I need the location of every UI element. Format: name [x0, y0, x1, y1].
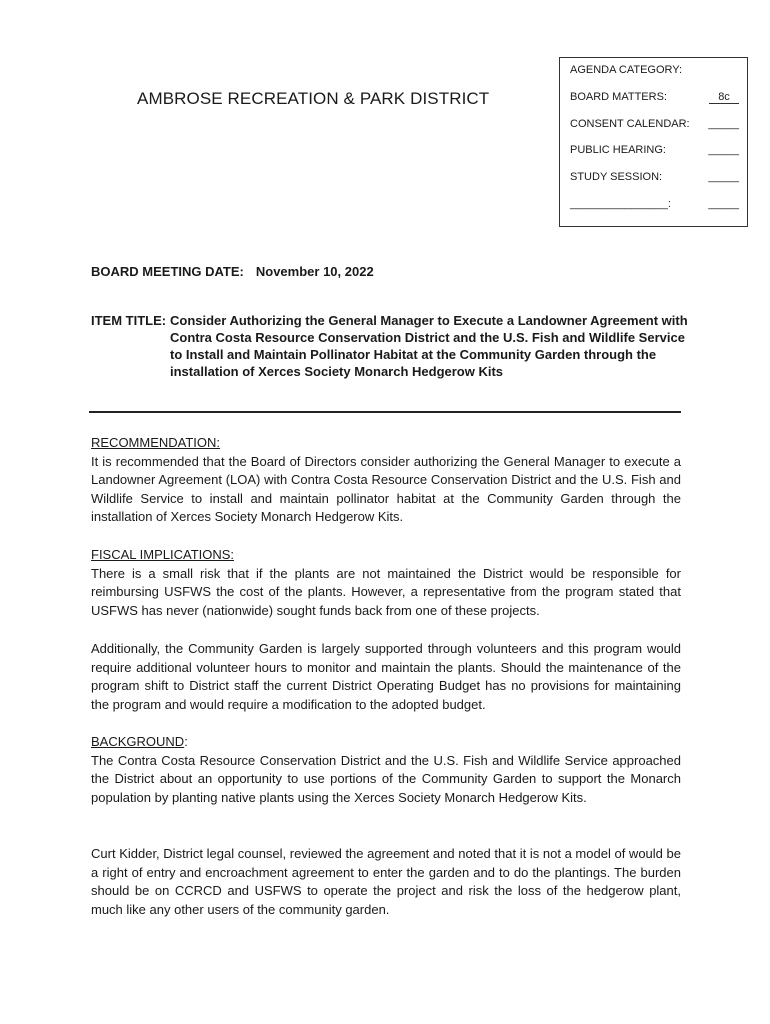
- background-heading-colon: :: [184, 734, 188, 749]
- agenda-row-value: _____: [708, 144, 739, 156]
- fiscal-additional-section: [91, 640, 681, 714]
- fiscal-paragraph: There is a small risk that if the plants are not maintained the District would be responsible for reimbursing USFWS the cost of the plants. However, a representative from the program stated that USFWS has never (nationwide) sought funds back from one of these projects.: [91, 565, 681, 618]
- recommendation-section: [91, 434, 681, 527]
- agenda-row-value: _____: [708, 171, 739, 183]
- agenda-row-value: _____: [708, 118, 739, 130]
- item-title-text: Consider Authorizing the General Manager to Execute a Landowner Agreement with Contra Costa Resource Conservation District and the U.S. Fish and Wildlife Service to Install and Maintain Pollinator Habitat at the Community Garden through the installation of Xerces Society Monarch Hedgerow Kits: [170, 313, 688, 379]
- meeting-date-value: November 10, 2022: [255, 264, 374, 279]
- organization-name: AMBROSE RECREATION & PARK DISTRICT: [137, 89, 490, 108]
- section-divider: [89, 411, 681, 413]
- fiscal-implications-section: [91, 546, 681, 620]
- agenda-category-box: [559, 57, 748, 227]
- agenda-row-label: STUDY SESSION:: [570, 171, 663, 183]
- background-heading: BACKGROUND: [91, 734, 185, 749]
- agenda-row-value: 8c: [709, 91, 739, 104]
- recommendation-text: It is recommended that the Board of Directors consider authorizing the General Manager to execute a Landowner Agreement (LOA) with Contra Costa Resource Conservation District and the U.S. Fish and Wildlife Service to install and maintain pollinator habitat at the Community Garden through the installation of Xerces Society Monarch Hedgerow Kits.: [91, 453, 681, 525]
- background-paragraph: Curt Kidder, District legal counsel, reviewed the agreement and noted that it is not a model of would be a right of entry and encroachment agreement to enter the garden and to do the plantings. The burden should be on CCRCD and USFWS to operate the project and risk the loss of the hedgerow plant, much like any other users of the community garden.: [91, 846, 681, 917]
- agenda-row-label: CONSENT CALENDAR:: [570, 118, 690, 130]
- agenda-category-heading: [570, 64, 739, 78]
- agenda-row-board-matters: [570, 91, 739, 105]
- agenda-row-label: PUBLIC HEARING:: [570, 144, 666, 156]
- background-paragraph: The Contra Costa Resource Conservation District and the U.S. Fish and Wildlife Service approached the District about an opportunity to use portions of the Community Garden to support the Monarch population by planting native plants using the Xerces Society Monarch Hedgerow Kits.: [91, 752, 681, 805]
- background-heading-line: [91, 733, 681, 752]
- agenda-row-consent-calendar: [570, 118, 739, 132]
- background-legal-section: [91, 845, 681, 919]
- meeting-date-label: BOARD MEETING DATE:: [91, 264, 244, 279]
- agenda-row-public-hearing: [570, 144, 739, 158]
- agenda-row-study-session: [570, 171, 739, 185]
- agenda-category-label: AGENDA CATEGORY:: [570, 64, 683, 76]
- background-section: [91, 733, 681, 807]
- recommendation-heading: RECOMMENDATION:: [91, 435, 221, 450]
- item-title-label: ITEM TITLE:: [91, 313, 167, 328]
- agenda-row-label: ________________:: [570, 198, 671, 210]
- fiscal-heading: FISCAL IMPLICATIONS:: [91, 547, 235, 562]
- board-meeting-date: [91, 264, 374, 279]
- agenda-row-blank: [570, 198, 739, 212]
- agenda-row-label: BOARD MATTERS:: [570, 91, 667, 103]
- agenda-row-value: _____: [708, 198, 739, 210]
- fiscal-paragraph: Additionally, the Community Garden is largely supported through volunteers and this program would require additional volunteer hours to monitor and maintain the plants. Should the maintenance of the program shift to District staff the current District Operating Budget has no provisions for maintaining the program and would require a modification to the adopted budget.: [91, 641, 681, 712]
